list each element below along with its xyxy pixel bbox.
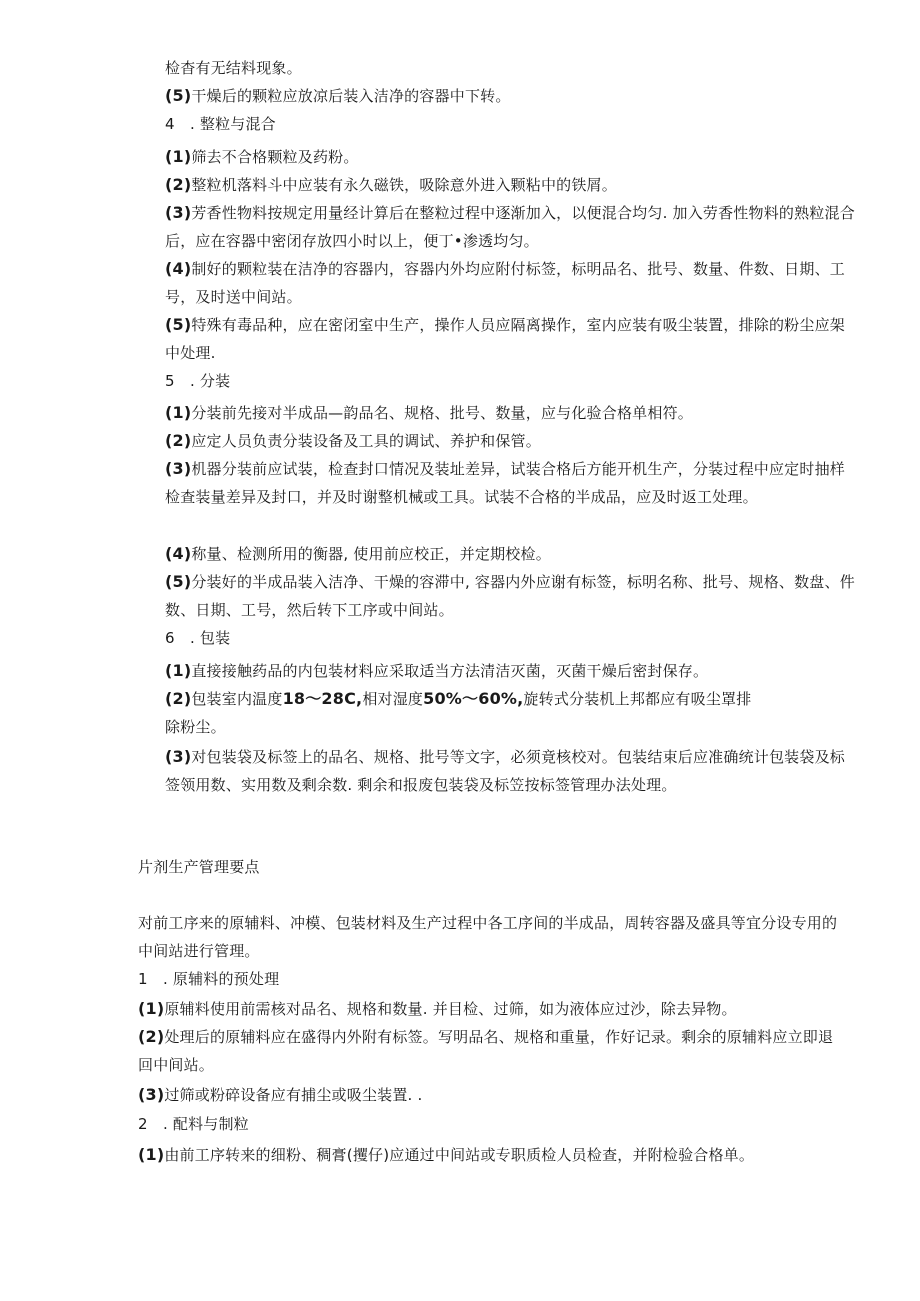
item-text: 相对湿度 xyxy=(362,690,424,708)
item-number: (2) xyxy=(165,689,192,708)
section-heading: 6 . 包装 xyxy=(165,629,231,647)
list-item xyxy=(138,1023,848,1079)
item-number: (1) xyxy=(138,1145,165,1164)
item-text: 除粉尘。 xyxy=(165,718,226,736)
item-text: 干燥后的颗粒应放凉后装入洁净的容器中下转。 xyxy=(191,87,511,105)
paragraph-text: 检杳有无结料现象。 xyxy=(165,59,302,77)
section-heading: 2 . 配料与制粒 xyxy=(138,1115,249,1133)
item-text: 旋转式分装机上邦都应有吸尘罩排 xyxy=(523,690,752,708)
item-text: 分装好的半成品装入洁净、干燥的容滞中, 容器内外应谢有标签，标明名称、批号、规格、数盘、件数、日期、工号，然后转下工序或中间站。 xyxy=(165,573,855,619)
section-heading: 5 . 分装 xyxy=(165,372,231,390)
humidity-range: 50%～60%, xyxy=(423,689,524,708)
list-item xyxy=(165,399,865,427)
item-text: 机器分装前应试装，检查封口情况及装址差异，试装合格后方能开机生产，分装过程中应定时抽样检查装量差异及封口，并及时谢整机械或工具。试装不合格的半成品，应及时返工处理。 xyxy=(165,460,845,506)
list-item xyxy=(165,685,855,741)
item-number: (1) xyxy=(165,661,192,680)
list-item xyxy=(165,540,865,568)
list-item xyxy=(165,199,855,255)
item-number: (1) xyxy=(165,147,192,166)
item-text: 直接接触药品的内包装材料应采取适当方法清洁灭菌，灭菌干燥后密封保存。 xyxy=(191,662,709,680)
list-item xyxy=(165,171,865,199)
item-text: 包装室内温度 xyxy=(191,690,283,708)
list-item xyxy=(165,455,855,511)
item-text: 应定人员负责分装设备及工具的调试、养护和保管。 xyxy=(191,432,541,450)
item-number: (2) xyxy=(165,175,192,194)
list-item xyxy=(165,568,855,624)
section-title: 片剂生产管理要点 xyxy=(138,858,260,876)
item-text: 称量、检测所用的衡器, 使用前应校正，并定期校检。 xyxy=(191,545,551,563)
list-item xyxy=(165,311,855,367)
list-item xyxy=(165,255,855,311)
item-number: (4) xyxy=(165,259,192,278)
item-number: (3) xyxy=(165,203,192,222)
item-number: (3) xyxy=(165,459,192,478)
list-item xyxy=(165,427,865,455)
temperature-range: 18～28C, xyxy=(282,689,363,708)
item-number: (3) xyxy=(138,1085,165,1104)
item-number: (3) xyxy=(165,747,192,766)
item-number: (2) xyxy=(138,1027,165,1046)
list-item xyxy=(138,1081,848,1109)
item-text: 原辅料使用前需核对品名、规格和数量. 并目检、过筛，如为液体应过沙，除去异物。 xyxy=(164,1000,737,1018)
section-heading: 4 . 整粒与混合 xyxy=(165,115,276,133)
list-item xyxy=(165,82,865,110)
list-item xyxy=(165,743,855,799)
list-item xyxy=(138,1141,858,1169)
list-item xyxy=(165,657,865,685)
item-text: 分装前先接对半成品—韵品名、规格、批号、数量，应与化验合格单相符。 xyxy=(191,404,693,422)
item-text: 过筛或粉碎设备应有捕尘或吸尘装置. . xyxy=(164,1086,423,1104)
item-text: 芳香性物料按规定用量经计算后在整粒过程中逐渐加入，以便混合均匀. 加入劳香性物料的熟粒混合后，应在容器中密闭存放四小时以上，便丁•渗透均匀。 xyxy=(165,204,855,250)
item-number: (5) xyxy=(165,86,192,105)
item-text: 对包装袋及标签上的品名、规格、批号等文字，必须竟核校对。包装结束后应准确统计包装袋及标签领用数、实用数及剩余数. 剩余和报废包装袋及标笠按标签管理办法处理。 xyxy=(165,748,845,794)
item-text: 特殊有毒品种，应在密闭室中生产，操作人员应隔离操作，室内应装有吸尘装置，排除的粉尘应架中处理. xyxy=(165,316,845,362)
item-text: 由前工序转来的细粉、稠膏(攫仔)应通过中间站或专职质检人员检查，并附检验合格单。 xyxy=(164,1146,755,1164)
list-item xyxy=(165,143,865,171)
item-text: 整粒机落料斗中应装有永久磁铁，吸除意外进入颗粘中的铁屑。 xyxy=(191,176,617,194)
paragraph: 对前工序来的原辅料、冲模、包装材料及生产过程中各工序间的半成品，周转容器及盛具等宜分设专用的中间站进行管理。 xyxy=(138,914,838,960)
paragraph xyxy=(165,54,865,82)
item-text: 制好的颗粒装在洁净的容器内，容器内外均应附付标签，标明品名、批号、数量、件数、日期、工号，及时送中间站。 xyxy=(165,260,845,306)
item-number: (5) xyxy=(165,315,192,334)
item-number: (1) xyxy=(138,999,165,1018)
item-number: (5) xyxy=(165,572,192,591)
item-number: (4) xyxy=(165,544,192,563)
list-item xyxy=(138,995,848,1023)
item-text: 处理后的原辅料应在盛得内外附有标签。写明品名、规格和重量，作好记录。剩余的原辅料应立即退回中间站。 xyxy=(138,1028,834,1074)
item-number: (2) xyxy=(165,431,192,450)
item-number: (1) xyxy=(165,403,192,422)
section-heading: 1 . 原辅料的预处理 xyxy=(138,970,280,988)
item-text: 筛去不合格颗粒及药粉。 xyxy=(191,148,359,166)
